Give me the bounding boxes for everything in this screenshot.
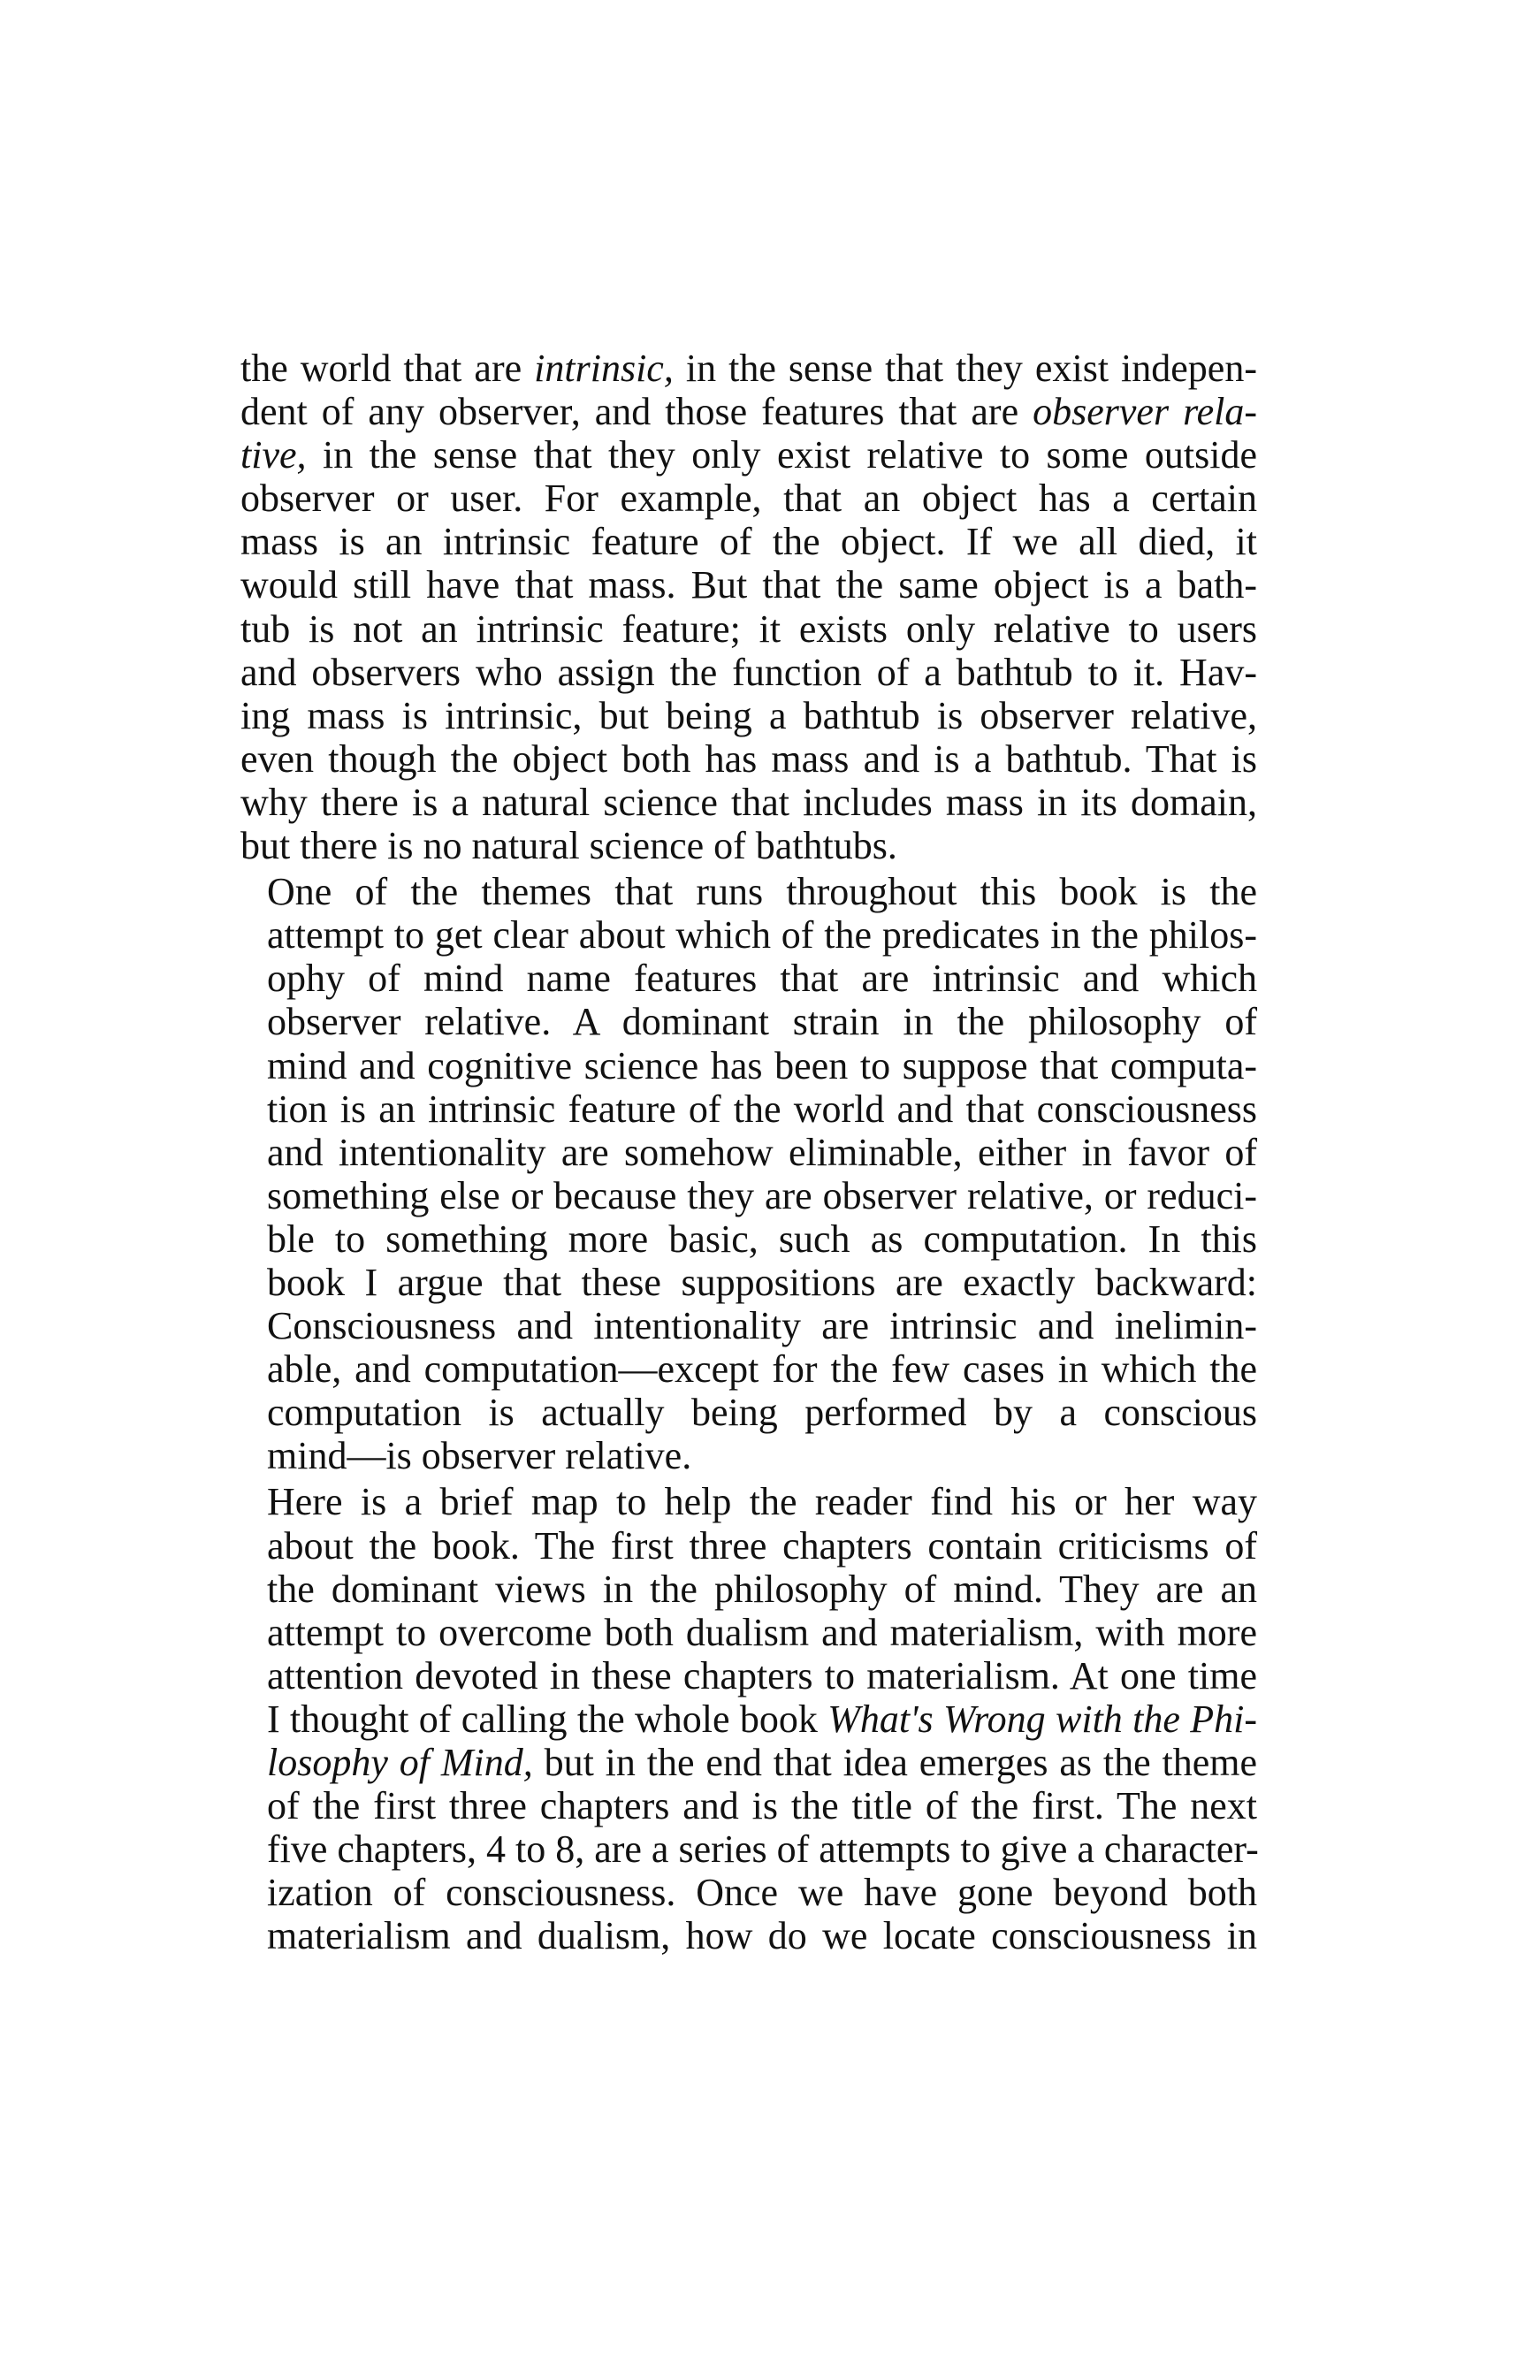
text-run: observer relative. A dominant strain in the philosophy of: [267, 1000, 1257, 1044]
text-line: [240, 1654, 1257, 1697]
text-run: tion is an intrinsic feature of the world and that consciousness: [267, 1087, 1257, 1131]
text-run: five chapters, 4 to 8, are a series of attempts to give a character-: [267, 1827, 1259, 1872]
text-line: [240, 1480, 1257, 1523]
text-run: computation is actually being performed by a conscious: [267, 1391, 1257, 1435]
text-run: in the sense that they only exist relative to some outside: [306, 433, 1257, 477]
text-line: [240, 1697, 1257, 1741]
italic-text: observer rela-: [1033, 390, 1257, 434]
text-line: [240, 1827, 1257, 1871]
text-run: and observers who assign the function of a bathtub to it. Hav-: [240, 650, 1257, 694]
text-run: attention devoted in these chapters to materialism. At one time: [267, 1653, 1257, 1697]
text-run: ble to something more basic, such as computation. In this: [267, 1217, 1257, 1261]
text-line: [240, 1347, 1257, 1391]
text-run: ing mass is intrinsic, but being a bathtub is observer relative,: [240, 693, 1257, 737]
text-run: materialism and dualism, how do we locate consciousness in: [267, 1914, 1257, 1958]
text-line: [240, 694, 1257, 737]
italic-text: intrinsic,: [534, 347, 674, 390]
text-run: attempt to get clear about which of the predicates in the philos-: [267, 913, 1257, 957]
text-line: [240, 1391, 1257, 1434]
text-line: [240, 1914, 1257, 1957]
text-run: the dominant views in the philosophy of mind. They are an: [267, 1567, 1257, 1611]
text-run: ization of consciousness. Once we have gone beyond both: [267, 1871, 1257, 1915]
text-run: why there is a natural science that includes mass in its domain,: [240, 780, 1257, 824]
text-line: [240, 1261, 1257, 1304]
text-line: [240, 477, 1257, 520]
text-line: [240, 1741, 1257, 1784]
text-run: of the first three chapters and is the title of the first. The next: [267, 1784, 1257, 1828]
italic-text: losophy of Mind,: [267, 1741, 533, 1784]
text-run: I thought of calling the whole book: [267, 1697, 828, 1741]
text-line: [240, 1434, 1257, 1477]
italic-text: What's Wrong with the Phi-: [827, 1697, 1257, 1741]
text-line: [240, 1784, 1257, 1827]
text-line: [240, 1611, 1257, 1654]
text-run: tub is not an intrinsic feature; it exists only relative to users: [240, 606, 1257, 651]
paragraph: [240, 347, 1257, 867]
text-line: [240, 1568, 1257, 1611]
text-line: [240, 1087, 1257, 1131]
text-line: [240, 433, 1257, 477]
text-run: Consciousness and intentionality are intrinsic and inelimin-: [267, 1304, 1257, 1348]
text-line: [240, 781, 1257, 824]
text-run: would still have that mass. But that the same object is a bath-: [240, 563, 1257, 607]
text-line: [240, 347, 1257, 390]
text-run: mind and cognitive science has been to suppose that computa-: [267, 1043, 1257, 1087]
text-run: but there is no natural science of bathtubs.: [240, 824, 897, 868]
text-line: [240, 957, 1257, 1000]
text-line: [240, 913, 1257, 957]
text-run: mass is an intrinsic feature of the object. If we all died, it: [240, 520, 1257, 564]
text-line: [240, 390, 1257, 433]
text-line: [240, 1871, 1257, 1914]
text-run: even though the object both has mass and is a bathtub. That is: [240, 736, 1257, 781]
text-run: observer or user. For example, that an object has a certain: [240, 477, 1257, 521]
text-run: in the sense that they exist indepen-: [673, 347, 1257, 390]
text-line: [240, 1044, 1257, 1087]
text-run: dent of any observer, and those features that are: [240, 390, 1033, 434]
text-run: the world that are: [240, 347, 535, 390]
text-run: able, and computation—except for the few cases in which the: [267, 1347, 1257, 1392]
text-run: One of the themes that runs throughout this book is the: [267, 870, 1257, 914]
text-run: book I argue that these suppositions are exactly backward:: [267, 1260, 1257, 1304]
text-line: [240, 651, 1257, 694]
text-run: mind—is observer relative.: [267, 1434, 692, 1478]
text-line: [240, 1304, 1257, 1347]
text-run: Here is a brief map to help the reader find his or her way: [267, 1480, 1257, 1524]
text-run: and intentionality are somehow eliminable, either in favor of: [267, 1130, 1257, 1174]
text-line: [240, 1131, 1257, 1174]
text-run: but in the end that idea emerges as the theme: [532, 1741, 1257, 1784]
text-run: something else or because they are observer relative, or reduci-: [267, 1173, 1257, 1217]
text-line: [240, 520, 1257, 563]
text-line: [240, 737, 1257, 781]
paragraph: [240, 1480, 1257, 1957]
paragraph: [240, 870, 1257, 1477]
text-line: [240, 607, 1257, 651]
text-run: about the book. The first three chapters contain criticisms of: [267, 1523, 1257, 1568]
text-line: [240, 870, 1257, 913]
text-run: attempt to overcome both dualism and materialism, with more: [267, 1610, 1257, 1654]
text-line: [240, 1524, 1257, 1568]
text-line: [240, 1217, 1257, 1261]
italic-text: tive,: [240, 433, 307, 477]
text-line: [240, 1000, 1257, 1043]
body-text: [240, 347, 1257, 1960]
text-line: [240, 1174, 1257, 1217]
text-run: ophy of mind name features that are intrinsic and which: [267, 957, 1257, 1001]
text-line: [240, 563, 1257, 606]
text-line: [240, 824, 1257, 867]
